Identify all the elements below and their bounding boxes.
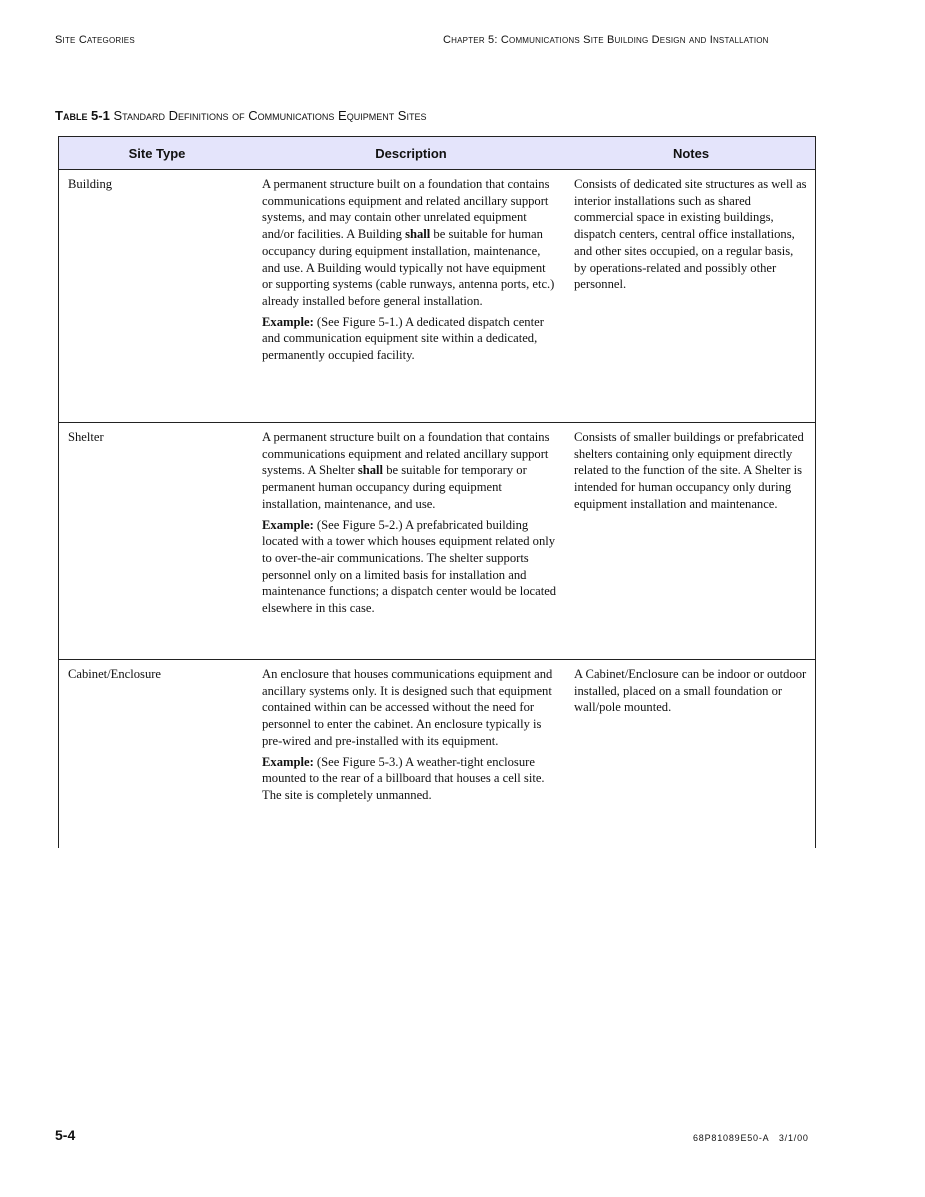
running-header-right: Chapter 5: Communications Site Building Design and Installation bbox=[443, 34, 769, 46]
notes-cell: A Cabinet/Enclosure can be indoor or outdoor installed, placed on a small foundation or wall/pole mounted. bbox=[574, 667, 807, 715]
example-label: Example: bbox=[262, 754, 314, 769]
table-caption-label: Table 5-1 bbox=[55, 108, 110, 123]
table-header-row bbox=[58, 136, 816, 170]
table-caption bbox=[55, 108, 426, 123]
description-cell bbox=[255, 660, 567, 848]
site-definitions-table bbox=[58, 136, 816, 848]
description-cell bbox=[255, 170, 567, 422]
description-paragraph bbox=[262, 429, 557, 513]
description-text: A permanent structure built on a foundation that contains communications equipment and related ancillary support systems, and may contain other unrelated equipment and/or facilities. A Building bbox=[262, 177, 550, 242]
table-caption-title: Standard Definitions of Communications Equipment Sites bbox=[113, 108, 427, 123]
example-text: (See Figure 5-2.) A prefabricated building located with a tower which houses equipment related only to over-the-air communications. The shelter supports personnel only on a limited basis for installation and maintenance functions; a dispatch center would be located elsewhere in this case. bbox=[262, 517, 557, 616]
example-paragraph bbox=[262, 314, 557, 364]
site-type-cell: Cabinet/Enclosure bbox=[68, 667, 162, 681]
example-text: (See Figure 5-1.) A dedicated dispatch center and communication equipment site within a dedicated, permanently occupied facility. bbox=[262, 314, 544, 363]
site-type-cell: Shelter bbox=[68, 430, 104, 444]
example-paragraph bbox=[262, 517, 557, 617]
description-paragraph: An enclosure that houses communications equipment and ancillary systems only. It is designed such that equipment contained within can be accessed without the need for personnel to enter the cabinet. An enclosure typically is pre-wired and pre-installed with its equipment. bbox=[262, 667, 553, 748]
example-label: Example: bbox=[262, 517, 314, 532]
example-paragraph bbox=[262, 754, 557, 804]
shall-keyword: shall bbox=[357, 463, 384, 478]
running-header-left: Site Categories bbox=[55, 34, 135, 46]
column-header-notes: Notes bbox=[672, 145, 710, 161]
site-type-cell: Building bbox=[68, 177, 113, 191]
description-cell bbox=[255, 423, 567, 659]
table-row-cabinet-enclosure bbox=[58, 660, 816, 848]
description-paragraph bbox=[262, 176, 557, 310]
column-header-site-type: Site Type bbox=[128, 145, 186, 161]
notes-cell: Consists of dedicated site structures as well as interior installations such as shared commercial space in existing buildings, dispatch centers, central office installations, and other sites occupied, on a regular basis, by operations-related and possibly other personnel. bbox=[574, 177, 807, 292]
page-number: 5-4 bbox=[55, 1127, 76, 1143]
column-header-description: Description bbox=[375, 145, 447, 161]
document-id: 68P81089E50-A 3/1/00 bbox=[693, 1133, 809, 1143]
description-text-continued: be suitable for temporary or permanent human occupancy during equipment installation, maintenance, and use. bbox=[262, 463, 527, 511]
description-text: A permanent structure built on a foundation that contains communications equipment and related ancillary support systems. A Shelter bbox=[262, 430, 550, 478]
example-label: Example: bbox=[262, 314, 314, 329]
example-text: (See Figure 5-3.) A weather-tight enclosure mounted to the rear of a billboard that houses a cell site. The site is completely unmanned. bbox=[262, 754, 545, 802]
table-row-building bbox=[58, 170, 816, 423]
notes-cell: Consists of smaller buildings or prefabricated shelters containing only equipment directly related to the function of the site. A Shelter is intended for human occupancy only during equipment installation and maintenance. bbox=[574, 430, 804, 511]
table-row-shelter bbox=[58, 423, 816, 660]
shall-keyword: shall bbox=[405, 227, 431, 242]
description-text-continued: be suitable for human occupancy during equipment installation, maintenance, and use. A Building would typically not have equipment or supporting systems (cable runways, antenna ports, etc.) already installed before general installation. bbox=[262, 227, 555, 308]
